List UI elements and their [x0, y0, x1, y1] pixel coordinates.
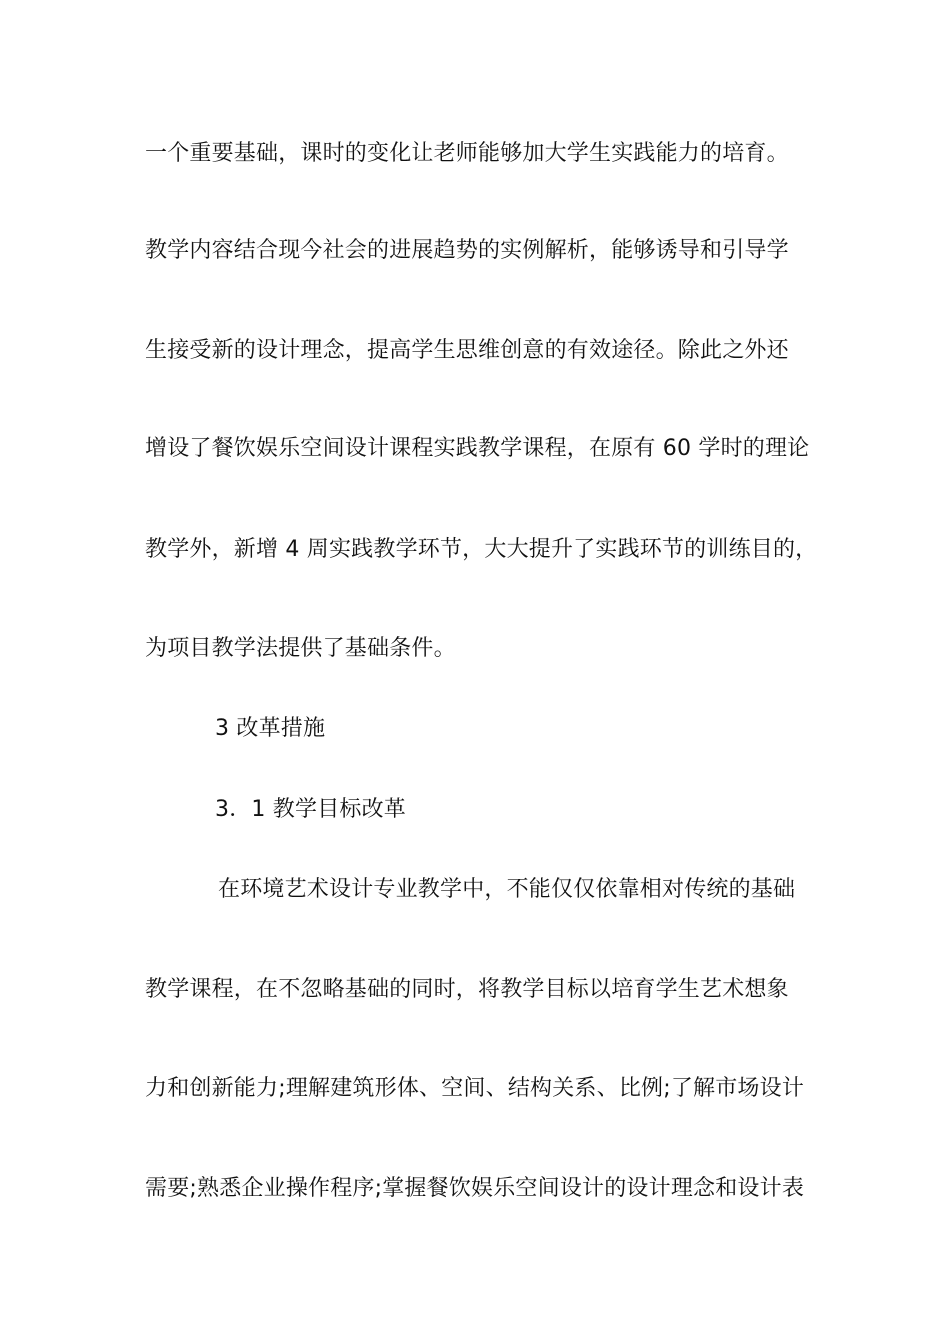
- paragraph2-line-4: 需要;熟悉企业操作程序;掌握餐饮娱乐空间设计的设计理念和设计表: [145, 1176, 805, 1201]
- section-heading-3: 3 改革措施: [215, 716, 326, 741]
- paragraph2-line-3: 力和创新能力;理解建筑形体、空间、结构关系、比例;了解市场设计: [145, 1076, 805, 1101]
- paragraph2-line-2: 教学课程，在不忽略基础的同时，将教学目标以培育学生艺术想象: [145, 977, 789, 1002]
- paragraph-line-3: 生接受新的设计理念，提高学生思维创意的有效途径。除此之外还: [145, 338, 789, 363]
- paragraph-line-1: 一个重要基础，课时的变化让老师能够加大学生实践能力的培育。: [145, 141, 789, 166]
- paragraph-line-5: 教学外，新增 4 周实践教学环节，大大提升了实践环节的训练目的，: [145, 537, 818, 562]
- paragraph-line-4: 增设了餐饮娱乐空间设计课程实践教学课程，在原有 60 学时的理论: [145, 436, 810, 461]
- subsection-heading-3-1: 3．1 教学目标改革: [215, 797, 406, 822]
- paragraph-line-6: 为项目教学法提供了基础条件。: [145, 636, 456, 661]
- paragraph2-line-1: 在环境艺术设计专业教学中，不能仅仅依靠相对传统的基础: [218, 877, 796, 902]
- paragraph-line-2: 教学内容结合现今社会的进展趋势的实例解析，能够诱导和引导学: [145, 238, 789, 263]
